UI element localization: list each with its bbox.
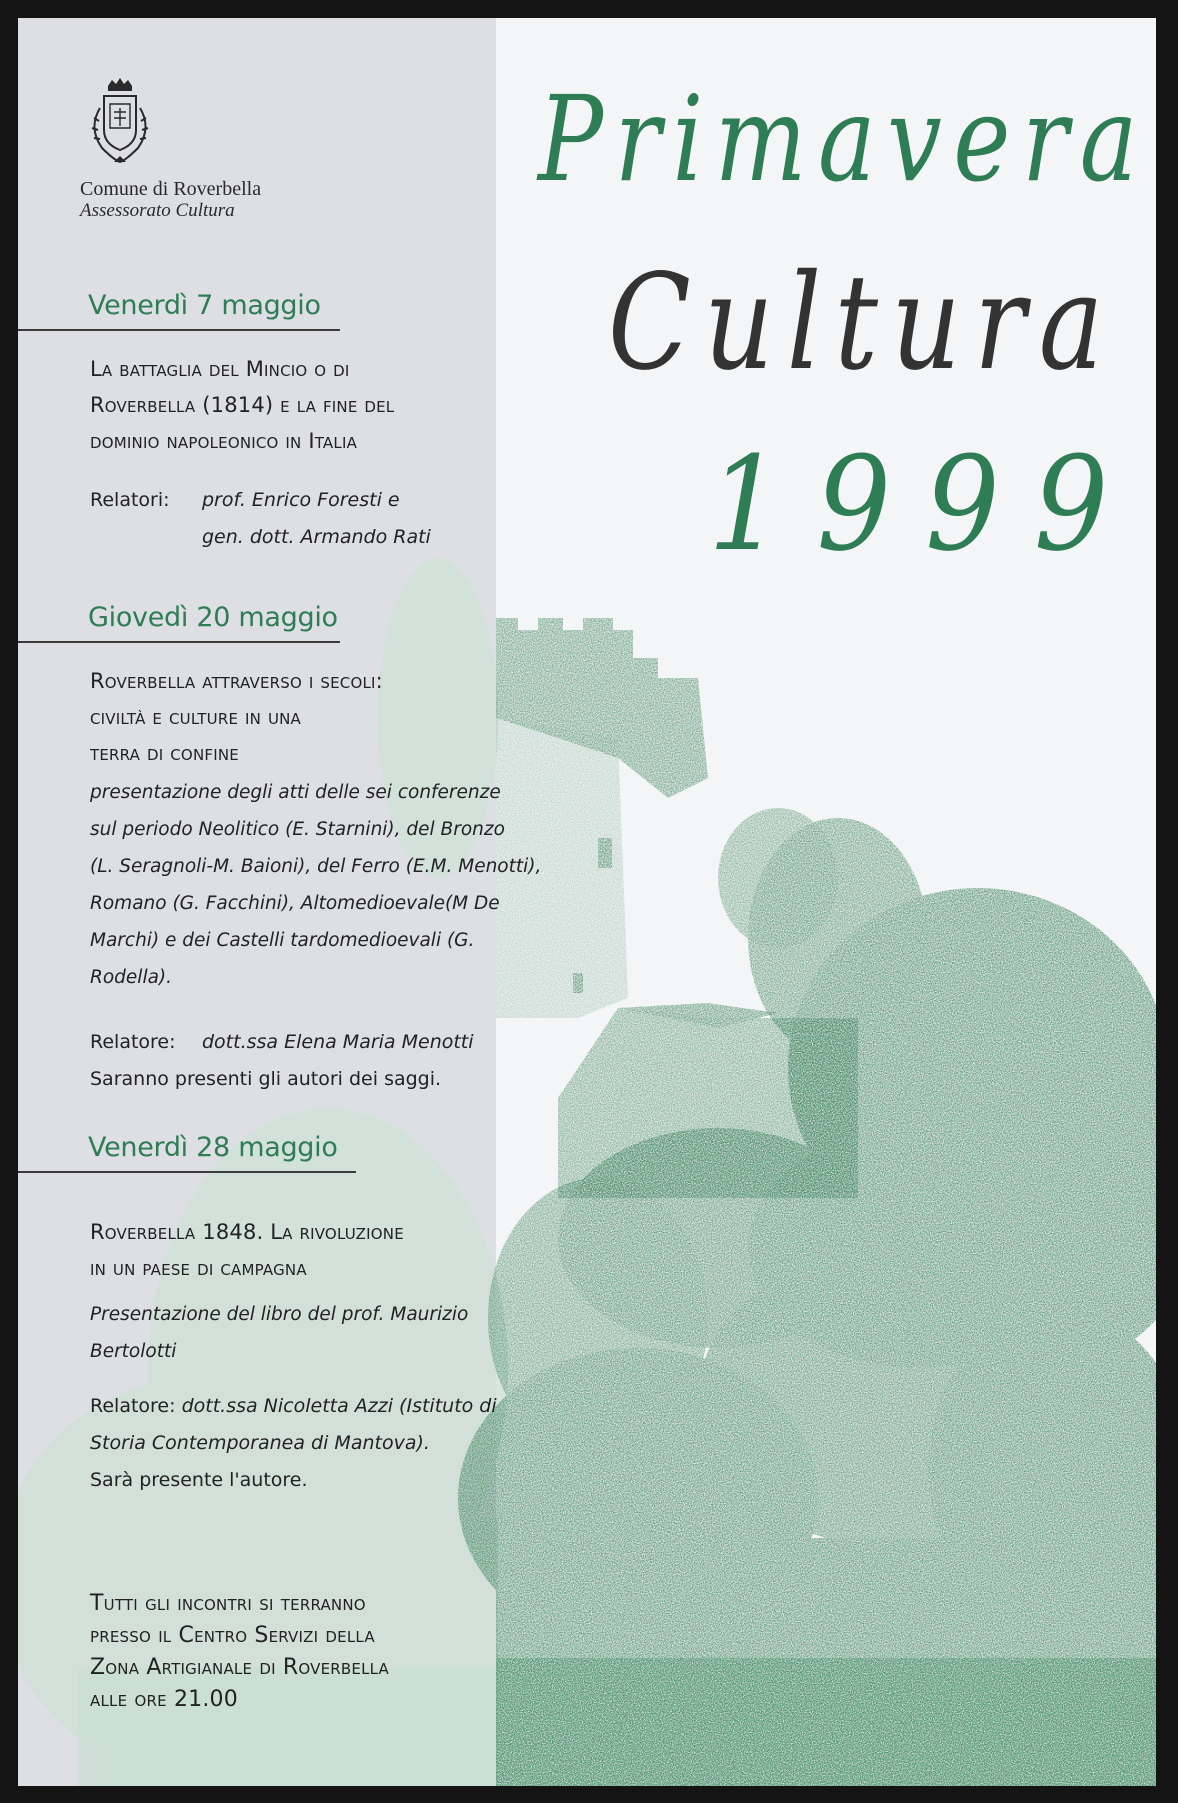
poster	[18, 18, 1156, 1786]
event-1-date: Venerdì 7 maggio	[88, 290, 321, 321]
event-2-description: presentazione degli atti delle sei conferenze sul periodo Neolitico (E. Starnini), del Bronzo (L. Seragnoli-M. Baioni), del Ferro (E.M. Menotti), Romano (G. Facchini), Altomedioevale(M De Marchi) e dei Castelli tardomedioevali (G. Rodella).	[90, 782, 542, 988]
event-2-date: Giovedì 20 maggio	[88, 602, 338, 633]
headline-primavera: Primavera	[538, 70, 1149, 208]
event-3-note: Sarà presente l'autore.	[90, 1469, 308, 1491]
headline-cultura: Cultura	[608, 246, 1117, 400]
speakers-label: Relatori:	[90, 489, 170, 511]
event-1-speakers: Relatori: prof. Enrico Foresti e gen. dott. Armando Rati	[90, 482, 431, 556]
event-3-title: Roverbella 1848. La rivoluzione in un paese di campagna	[90, 1220, 404, 1280]
event-3-date: Venerdì 28 maggio	[88, 1132, 338, 1163]
event-3-divider	[18, 1171, 356, 1173]
event-1-title: La battaglia del Mincio o di Roverbella (1814) e la fine del dominio napoleonico in Italia	[90, 357, 395, 453]
event-2-speaker: Relatore: dott.ssa Elena Maria Menotti Saranno presenti gli autori dei saggi.	[90, 1024, 474, 1098]
headline-year: 1999	[708, 428, 1143, 580]
municipality-block	[80, 178, 261, 222]
event-2-note: Saranno presenti gli autori dei saggi.	[90, 1068, 442, 1090]
event-2-divider	[18, 641, 340, 643]
event-3-speaker: Relatore: dott.ssa Nicoletta Azzi (Istituto di Storia Contemporanea di Mantova). Sarà presente l'autore.	[90, 1388, 497, 1499]
venue-footer: Tutti gli incontri si terranno presso il Centro Servizi della Zona Artigianale di Roverbella alle ore 21.00	[90, 1591, 389, 1712]
office-name: Assessorato Cultura	[80, 200, 235, 221]
event-3-description: Presentazione del libro del prof. Maurizio Bertolotti	[90, 1304, 469, 1362]
event-1-divider	[18, 329, 340, 331]
municipality-name: Comune di Roverbella	[80, 178, 262, 200]
event-2-title: Roverbella attraverso i secoli: civiltà e culture in una terra di confine	[90, 669, 383, 765]
